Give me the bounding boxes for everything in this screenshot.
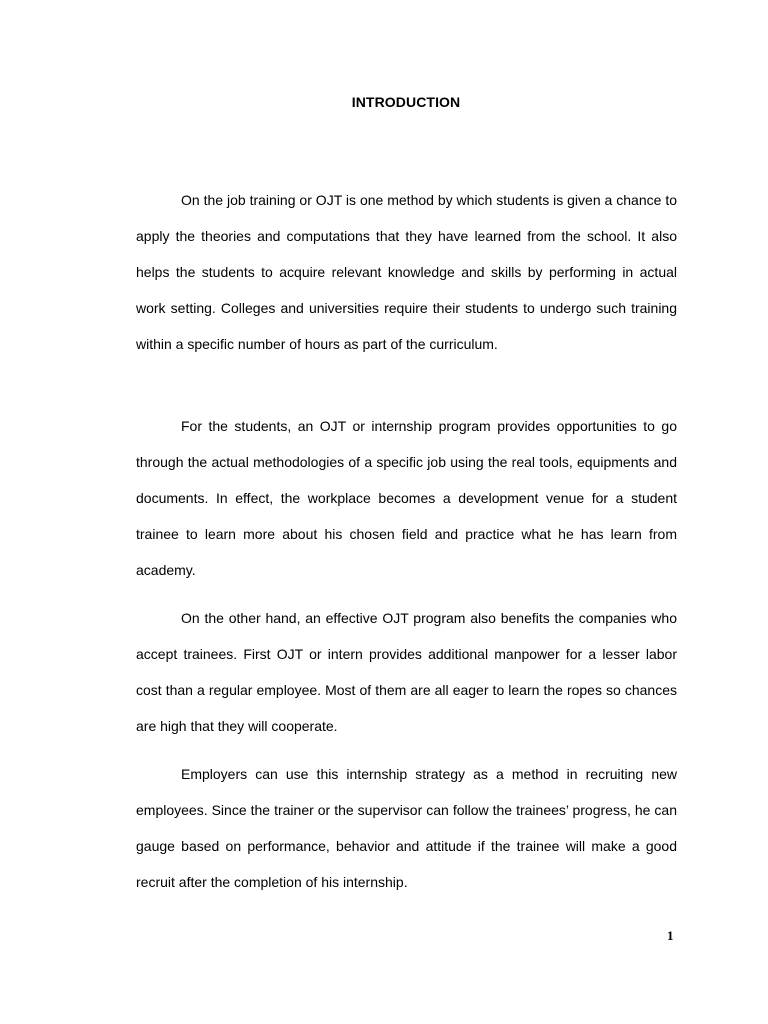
page-title: INTRODUCTION — [351, 94, 461, 110]
paragraph-employer-recruiting: Employers can use this internship strategy as a method in recruiting new employees. Since the trainer or the supervisor can follow the trainees’ progress, he can gauge based on performance, behavior and attitude if the trainee will make a good recruit after the completion of his internship. — [136, 766, 677, 890]
paragraph-student-benefits: For the students, an OJT or internship program provides opportunities to go through the actual methodologies of a specific job using the real tools, equipments and documents. In effect, the workplace becomes a development venue for a student trainee to learn more about his chosen field and practice what he has learn from academy. — [136, 418, 677, 578]
page-number: 1 — [667, 928, 674, 943]
paragraph-company-benefits: On the other hand, an effective OJT program also benefits the companies who accept trainees. First OJT or intern provides additional manpower for a lesser labor cost than a regular employee. Most of them are all eager to learn the ropes so chances are high that they will cooperate. — [136, 610, 677, 734]
paragraph-ojt-definition: On the job training or OJT is one method by which students is given a chance to apply the theories and computations that they have learned from the school. It also helps the students to acquire relevant knowledge and skills by performing in actual work setting. Colleges and universities require their students to undergo such training within a specific number of hours as part of the curriculum. — [136, 192, 677, 352]
